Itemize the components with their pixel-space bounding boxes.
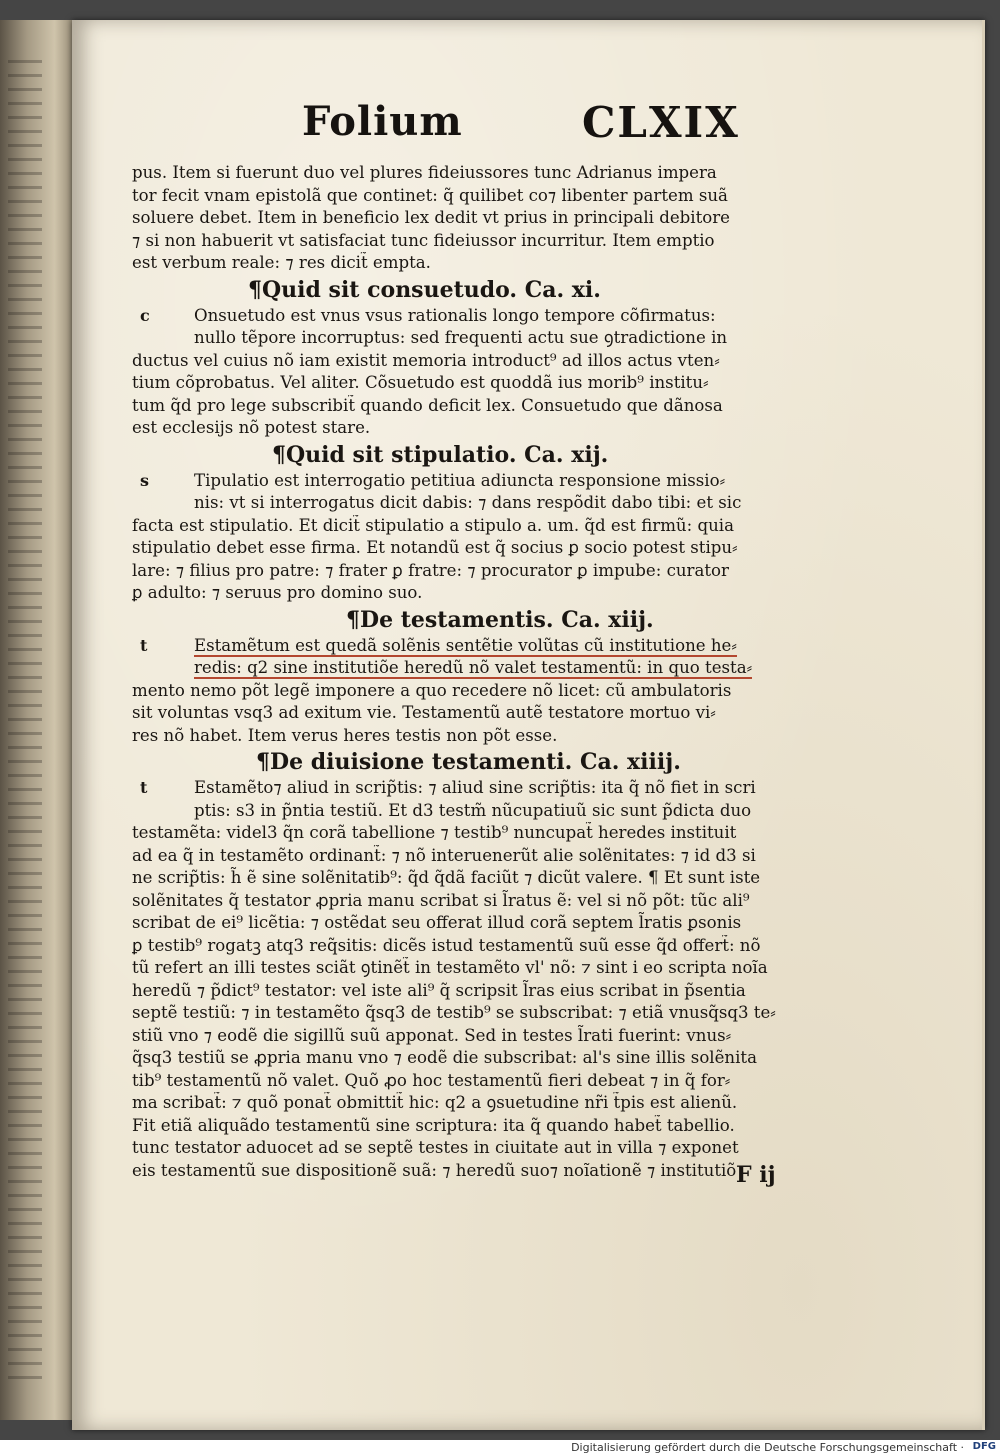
text-line: soluere debet. Item in beneficio lex dedit vt prius in principali debitore bbox=[132, 208, 730, 227]
paragraph-intro bbox=[132, 162, 792, 275]
text-line: tor fecit vnam epistolã que continet: q̃ quilibet co⁊ libenter partem suã bbox=[132, 185, 728, 205]
chapter-body-testamentis bbox=[132, 635, 792, 748]
text-line bbox=[132, 777, 792, 800]
text-line: mento nemo põt legẽ imponere a quo recedere nõ licet: cũ ambulatoris bbox=[132, 680, 732, 700]
text-line-content: Tipulatio est interrogatio petitiua adiuncta responsione missio⸗ bbox=[194, 470, 726, 490]
text-line: ma scribat̃: ⁊ quõ ponat̃ obmittit̃ hic: q2 a ꝯsuetudine nr̃i t̃pis est alienũ. bbox=[132, 1093, 738, 1112]
guide-letter: t bbox=[140, 635, 148, 655]
text-line: septẽ testiũ: ⁊ in testamẽto q̃sq3 de testib⁹ se subscribat: ⁊ etiã vnusq̃sq3 te⸗ bbox=[132, 1003, 776, 1022]
text-line: nis: vt si interrogatus dicit dabis: ⁊ dans respõdit dabo tibi: et sic bbox=[194, 493, 742, 512]
text-line bbox=[132, 657, 792, 680]
text-line: pus. Item si fuerunt duo vel plures fideiussores tunc Adrianus impera bbox=[132, 163, 717, 182]
text-line: Fit etiã aliquãdo testamentũ sine scriptura: ita q̃ quando habet̃ tabellio. bbox=[132, 1115, 735, 1135]
text-line: res nõ habet. Item verus heres testis non põt esse. bbox=[132, 725, 558, 745]
facing-page-edge bbox=[0, 20, 80, 1420]
text-line bbox=[132, 305, 792, 328]
guide-letter: c bbox=[140, 305, 150, 325]
text-line: nullo tẽpore incorruptus: sed frequenti actu sue ꝯtradictione in bbox=[194, 328, 728, 347]
text-line: stipulatio debet esse firma. Et notandũ est q̃ socius ꝑ socio potest stipu⸗ bbox=[132, 538, 738, 557]
text-line: heredũ ⁊ p̃dict⁹ testator: vel iste ali⁹ q̃ scripsit l̃ras eius scribat in p̃sentia bbox=[132, 980, 746, 1000]
text-line: tib⁹ testamentũ nõ valet. Quõ ꝓo hoc testamentũ fieri debeat ⁊ in q̃ for⸗ bbox=[132, 1070, 731, 1090]
text-line: tunc testator aduocet ad se septẽ testes in ciuitate aut in villa ⁊ exponet bbox=[132, 1138, 739, 1157]
text-line: ad ea q̃ in testamẽto ordinant̃: ⁊ nõ interuenerũt alie solẽnitates: ⁊ id d3 si bbox=[132, 845, 756, 865]
text-line: tium cõprobatus. Vel aliter. Cõsuetudo est quoddã ius morib⁹ institu⸗ bbox=[132, 373, 709, 392]
text-line: ꝑ testib⁹ rogatꝫ atq3 req̃sitis: dicẽs istud testamentũ suũ esse q̃d offert̃: nõ bbox=[132, 935, 761, 955]
underlined-passage: redis: q2 sine institutiõe heredũ nõ valet testamentũ: in quo testa⸗ bbox=[194, 658, 753, 677]
text-line: lare: ⁊ filius pro patre: ⁊ frater ꝑ fratre: ⁊ procurator ꝑ impube: curator bbox=[132, 560, 729, 580]
guide-letter: t bbox=[140, 778, 148, 797]
running-title: Folium bbox=[302, 98, 463, 145]
text-line: ductus vel cuius nõ iam existit memoria introduct⁹ ad illos actus vten⸗ bbox=[132, 350, 720, 370]
dfg-logo: DFG bbox=[972, 1441, 996, 1452]
chapter-heading-diuisione: ¶De diuisione testamenti. Ca. xiiij. bbox=[256, 749, 681, 775]
text-line: testamẽta: videl3 q̃n corã tabellione ⁊ testib⁹ nuncupat̃ heredes instituit bbox=[132, 823, 737, 842]
text-line: tũ refert an illi testes sciãt ꝯtinẽt̃ in testamẽto vl' nõ: ⁊ sint i eo scripta noĩa bbox=[132, 958, 768, 977]
chapter-body-diuisione bbox=[132, 777, 792, 1182]
chapter-body-stipulatio bbox=[132, 470, 792, 605]
text-line: stiũ vno ⁊ eodẽ die sigillũ suũ apponat. Sed in testes l̃rati fuerint: vnus⸗ bbox=[132, 1025, 732, 1045]
text-line: eis testamentũ sue dispositionẽ suã: ⁊ heredũ suo⁊ noĩationẽ ⁊ institutiõ bbox=[132, 1160, 737, 1180]
text-line bbox=[132, 470, 792, 493]
text-line: est ecclesijs nõ potest stare. bbox=[132, 418, 371, 437]
text-line: ptis: s3 in p̃ntia testiũ. Et d3 testm̃ nũcupatiuũ sic sunt p̃dicta duo bbox=[194, 800, 752, 820]
text-line: facta est stipulatio. Et dicit̃ stipulatio a stipulo a. um. q̃d est firmũ: quia bbox=[132, 515, 734, 535]
folio-number: CLXIX bbox=[582, 98, 740, 147]
guide-letter: s bbox=[140, 470, 150, 490]
text-line: ⁊ si non habuerit vt satisfaciat tunc fideiussor incurritur. Item emptio bbox=[132, 230, 715, 250]
text-line: scribat de ei⁹ licẽtia: ⁊ ostẽdat seu offerat illud corã septem l̃ratis ꝑsonis bbox=[132, 913, 742, 932]
main-text-block bbox=[132, 162, 792, 1182]
digitization-credit: Digitalisierung gefördert durch die Deutsche Forschungsgemeinschaft · bbox=[571, 1441, 964, 1454]
text-line: ꝑ adulto: ⁊ seruus pro domino suo. bbox=[132, 583, 423, 602]
text-line-content: Estamẽto⁊ aliud in scrip̃tis: ⁊ aliud sine scrip̃tis: ita q̃ nõ fiet in scri bbox=[194, 778, 756, 797]
text-line-content: Onsuetudo est vnus vsus rationalis longo tempore cõfirmatus: bbox=[194, 305, 716, 325]
text-line: ne scrip̃tis: h̃ ẽ sine solẽnitatib⁹: q̃d q̃dã faciũt ⁊ dicũt valere. ¶ Et sunt iste bbox=[132, 868, 761, 887]
text-line: est verbum reale: ⁊ res dicit̃ empta. bbox=[132, 253, 431, 272]
book-page bbox=[72, 20, 985, 1430]
chapter-heading-consuetudo: ¶Quid sit consuetudo. Ca. xi. bbox=[248, 276, 601, 303]
text-line: q̃sq3 testiũ se ꝓpria manu vno ⁊ eodẽ die subscribat: al's sine illis solẽnita bbox=[132, 1048, 757, 1067]
page-header bbox=[72, 98, 982, 158]
text-line bbox=[132, 635, 792, 658]
chapter-heading-stipulatio: ¶Quid sit stipulatio. Ca. xij. bbox=[272, 441, 609, 468]
signature-mark: F ij bbox=[736, 1162, 776, 1188]
text-line: sit voluntas vsq3 ad exitum vie. Testamentũ autẽ testatore mortuo vi⸗ bbox=[132, 703, 716, 722]
text-line: tum q̃d pro lege subscribit̃ quando deficit lex. Consuetudo que dãnosa bbox=[132, 395, 723, 415]
chapter-heading-testamentis: ¶De testamentis. Ca. xiij. bbox=[346, 606, 654, 633]
text-line: solẽnitates q̃ testator ꝓpria manu scribat si l̃ratus ẽ: vel si nõ põt: tũc ali⁹ bbox=[132, 890, 750, 910]
chapter-body-consuetudo bbox=[132, 305, 792, 440]
underlined-passage: Estamẽtum est quedã solẽnis sentẽtie volũtas cũ institutione he⸗ bbox=[194, 635, 737, 655]
